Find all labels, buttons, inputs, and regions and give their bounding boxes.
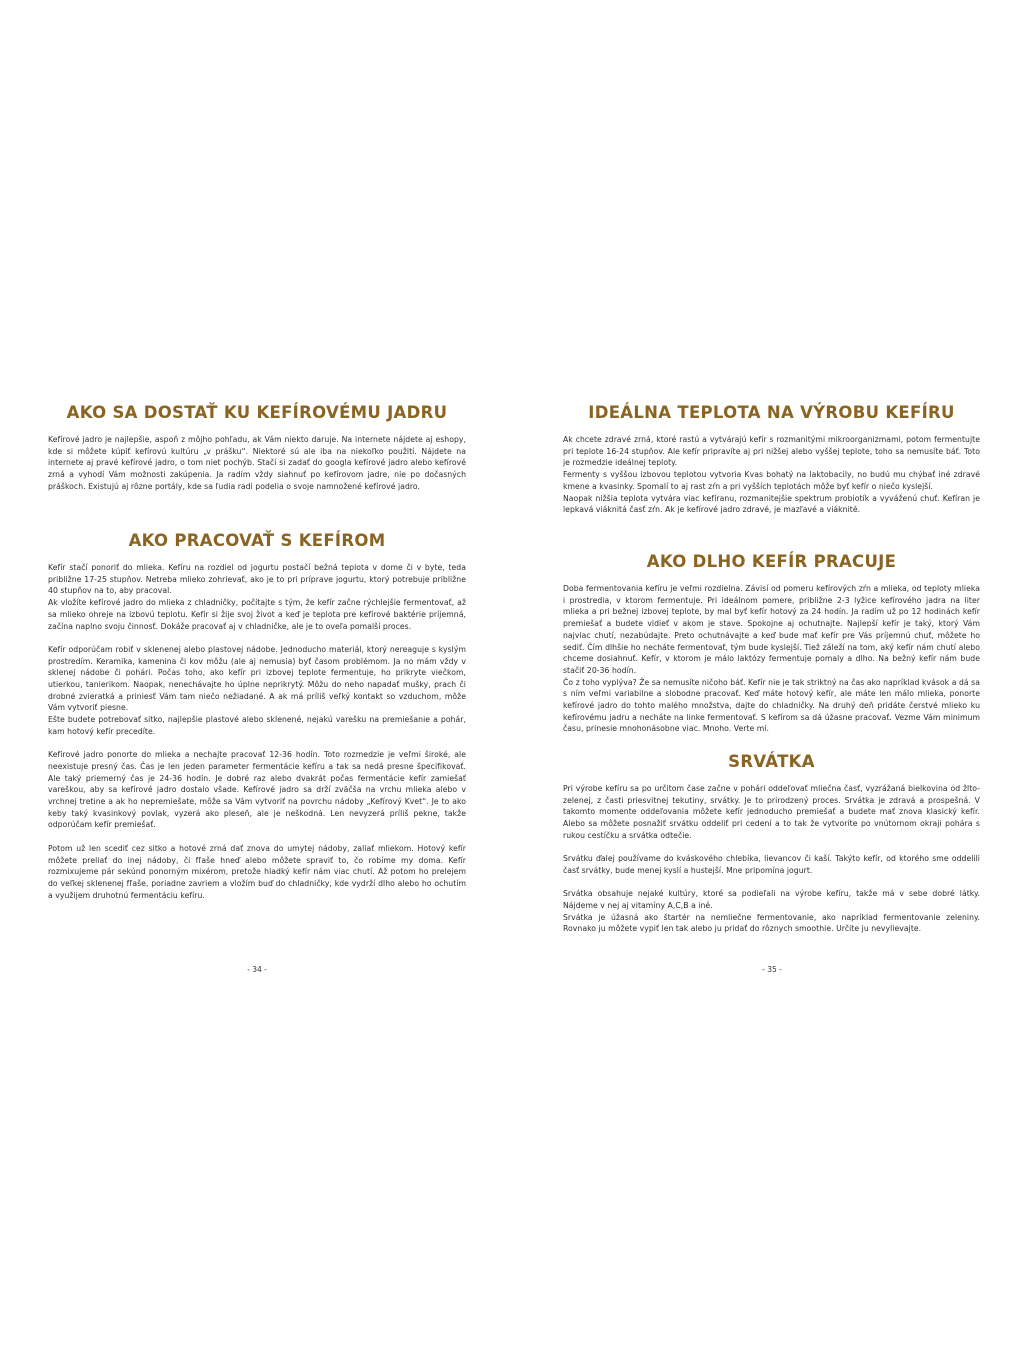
paragraph: Kefírové jadro ponorte do mlieka a nechajte pracovať 12-36 hodín. Toto rozmedzie je veľmi široké, ale neexistuje presný čas. Čas je len jeden parameter fermentácie kefíru a tak sa nedá presne špecifikovať. Ale taký priemerný čas je 24-36 hodín. Je dobré raz alebo dvakrát počas fermentácie kefír zamiešať vareškou, aby sa kefírové jadro dostalo všade. Kefírové jadro sa drží zväčša na vrchu mlieka alebo v vrchnej tretine a ak ho nepremiešate, môže sa Vám vytvoriť na povrchu nádoby „Kefírový Kvet“. Je to ako keby taký kvasinkový povlak, vyzerá ako pleseň, ale je neškodná. Len nevyzerá príliš pekne, takže odporúčam kefír premiešať.	[48, 750, 466, 830]
section-working-with-kefir	[48, 530, 466, 901]
section-heading: IDEÁLNA TEPLOTA NA VÝROBU KEFÍRU	[588, 403, 955, 422]
section-how-long	[563, 551, 980, 735]
paragraph: Potom už len scediť cez sitko a hotové zrná dať znova do umytej nádoby, zaliať mliekom. Hotový kefír môžete preliať do inej nádoby, či fľaše hneď alebo môžete spraviť to, čo robíme my doma. Kefír rozmixujeme pár sekúnd ponorným mixérom, pretože hladký kefír nám viac chutí. Až potom ho prelejem do veľkej sklenenej fľaše, poriadne zavriem a vložím buď do chladničky, kde vydrží dlho alebo ho ochutím a využijem druhotnú fermentáciu kefíru.	[48, 843, 466, 900]
section-heading: AKO SA DOSTAŤ KU KEFÍROVÉMU JADRU	[66, 403, 448, 422]
paragraph: Doba fermentovania kefíru je veľmi rozdielna. Závisí od pomeru kefírových zŕn a mlieka, od teploty mlieka i prostredia, v ktorom fermentuje. Pri ideálnom pomere, približne 2-3 lyžice kefírového jadra na liter mlieka a pri bežnej izbovej teplote, by mal byť kefír hotový za 24 hodín. Ja radím už po 12 hodinách kefír premiešať a budete vidieť v akom je stave. Spokojne aj ochutnajte. Najlepší kefír je taký, ktorý Vám najviac chutí, nezabúdajte. Preto ochutnávajte a keď bude mať kefír pre Vás príjemnú chuť, môžete ho sediť. Čím dlhšie ho necháte fermentovať, tým bude kyslejší. Tiež záleží na tom, aký kefír nám chutí alebo chceme dosiahnuť. Kefír, v ktorom je málo laktózy fermentuje pomaly a dlho. Na bežný kefír nám bude stačiť 20-36 hodín. Čo z toho vyplýva? Že sa nemusíte ničoho báť. Kefír nie je tak striktný na čas ako napríklad kvások a dá sa s ním veľmi variabilne a slobodne pracovať. Keď máte hotový kefír, ale máte len málo mlieka, ponorte kefírové jadro do tohto malého množstva, dajte do chladničky. Na druhý deň pridáte čerstvé mlieko ku kefírovému jadru a necháte na linke fermentovať. S kefírom sa dá úžasne pracovať. Vezme Vám minimum času, prinesie mnohonásobne viac. Mnoho. Verte mi.	[563, 584, 980, 734]
paragraph: Ak chcete zdravé zrná, ktoré rastú a vytvárajú kefír s rozmanitými mikroorganizmami, potom fermentujte pri teplote 16-24 stupňov. Ale kefír pripravíte aj pri nižšej alebo vyššej teplote, toho sa nemusíte báť. Toto je rozmedzie ideálnej teploty. Fermenty s vyššou izbovou teplotou vytvoria Kvas bohatý na laktobacily, no budú mu chýbať iné zdravé kmene a kvasinky. Spomalí to aj rast zŕn a pri vyšších teplotách môže byť kefír o niečo kyslejší. Naopak nižšia teplota vytvára viac kefíranu, rozmanitejšie spektrum probiotík a vyváženú chuť. Kefíran je lepkavá viáknitá časť zŕn. Ak je kefírové jadro zdravé, je mazľavé a viáknité.	[563, 435, 980, 515]
section-heading: AKO PRACOVAŤ S KEFÍROM	[128, 531, 386, 550]
section-ideal-temperature	[563, 402, 980, 516]
page-number: - 35 -	[762, 965, 782, 974]
section-heading: AKO DLHO KEFÍR PRACUJE	[646, 552, 897, 571]
paragraph: Pri výrobe kefíru sa po určitom čase začne v pohári oddeľovať mliečna časť, vyzrážaná bielkovina od žlto-zelenej, z časti priesvitnej tekutiny, srvátky. Je to prirodzený proces. Srvátka je zdravá a prospešná. V takomto momente oddeľovania môžete kefír jednoducho premiešať a budete mať znova klasický kefír. Alebo sa môžete posnažiť srvátku oddeliť pri cedení a to tak že vytvoríte po vnútornom okraji pohára s rukou cestíčku a srvátka odtečie.	[563, 784, 980, 840]
section-getting-kefir	[48, 402, 466, 493]
section-heading: SRVÁTKA	[728, 752, 815, 771]
paragraph: Srvátku ďalej používame do kváskového chlebíka, lievancov či kaší. Takýto kefír, od ktorého sme oddelili časť srvátky, bude menej kyslí a hustejší. Mne pripomína jogurt.	[563, 854, 980, 875]
paragraph: Kefír odporúčam robiť v sklenenej alebo plastovej nádobe. Jednoducho materiál, ktorý nereaguje s kyslým prostredím. Keramika, kamenina či kov môžu (ale aj nemusia) byť časom problémom. Ja no mám vždy v sklenej nádobe či pohári. Počas toho, ako kefír pri izbovej teplote fermentuje, ho prikryte viečkom, utierkou, tanierikom. Naopak, nenechávajte ho úplne neprikrytý. Môžu do neho napadať mušky, prach či drobné zvieratká a priniesť Vám tam niečo nežiadané. A ak má príliš veľký kontakt so vzduchom, môže Vám vytvoriť piesne. Ešte budete potrebovať sitko, najlepšie plastové alebo sklenené, nejakú varešku na premiešanie a pohár, kam hotový kefír precedíte.	[48, 644, 466, 736]
section-whey	[563, 751, 980, 935]
paragraph: Kefír stačí ponoriť do mlieka. Kefíru na rozdiel od jogurtu postačí bežná teplota v dome či v byte, teda približne 17-25 stupňov. Netreba mlieko zohrievať, ako je to pri príprave jogurtu, ktorý potrebuje približne 40 stupňov na to, aby pracoval. Ak vložíte kefírové jadro do mlieka z chladničky, počítajte s tým, že kefír začne rýchlejšie fermentovať, až sa mlieko ohreje na izbovú teplotu. Kefír si žije svoj život a keď je teplota pre kefírové baktérie príjemná, začína naplno svoju činnosť. Dokáže pracovať aj v chladničke, ale je to oveľa pomalší proces.	[48, 563, 466, 631]
paragraph: Kefírové jadro je najlepšie, aspoň z môjho pohľadu, ak Vám niekto daruje. Na internete nájdete aj eshopy, kde si môžete kúpiť kefírovú kultúru „v prášku“. Niektoré sú ale iba na niekoľko použití. Nájdete na internete aj pravé kefírové jadro, o tom niet pochýb. Stačí si zadať do googla kefírové jadro alebo kefírové zrná a vyhodí Vám možnosti zakúpenia. Ja radím vždy siahnuť po kefírovom jadre, nie po dočasných práškoch. Existujú aj rôzne portály, kde sa ľudia radi podelia o svoje namnožené kefírové jadro.	[48, 435, 466, 491]
paragraph: Srvátka obsahuje nejaké kultúry, ktoré sa podieľali na výrobe kefíru, takže má v sebe dobré látky. Nájdeme v nej aj vitamíny A,C,B a iné. Srvátka je úžasná ako štartér na nemliečne fermentovanie, ako napríklad fermentovanie zeleniny. Rovnako ju môžete vypiť len tak alebo ju pridať do rôznych smoothie. Určite ju nevylievajte.	[563, 889, 980, 934]
page-number: - 34 -	[247, 965, 267, 974]
